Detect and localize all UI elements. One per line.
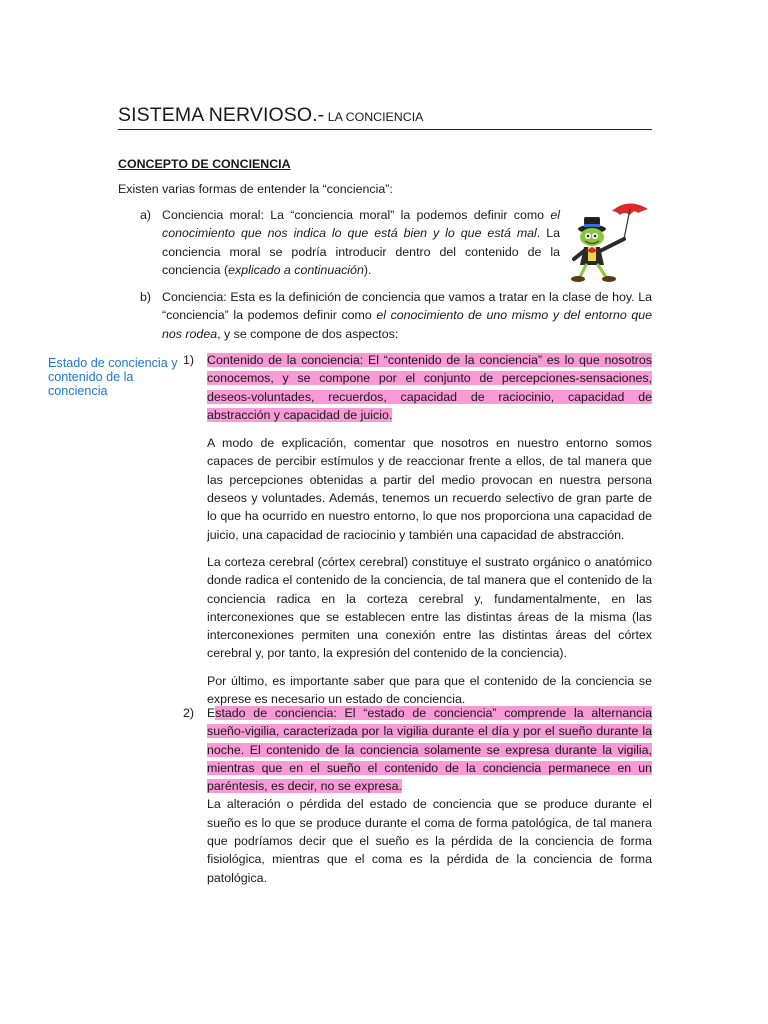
list-marker-b: b) <box>140 290 152 304</box>
text-run: Conciencia: Esta es la definición de conciencia que vamos a tratar en la clase de hoy. La “conciencia” la podemos definir como <box>162 290 652 323</box>
paragraph: La corteza cerebral (córtex cerebral) constituye el sustrato orgánico o anatómico donde radica el contenido de la conciencia, de tal manera que el contenido de la conciencia radica en la corteza cerebral y, fundamentalmente, en las interconexiones que se establecen entre las distintas áreas de la misma (las interconexiones permiten una conexión entre las distintas áreas del córtex cerebral y, por tanto, la expresión del contenido de la conciencia). <box>207 554 652 661</box>
list-marker-2: 2) <box>183 706 195 720</box>
cricket-character-image <box>568 199 654 285</box>
section-heading: CONCEPTO DE CONCIENCIA <box>118 157 291 171</box>
page-title <box>118 106 652 130</box>
list-marker-1: 1) <box>183 353 195 367</box>
intro-text: Existen varias formas de entender la “conciencia”: <box>118 182 393 196</box>
list-item-1 <box>207 351 652 717</box>
list-item-2 <box>207 704 652 896</box>
text-run: ). <box>363 262 372 277</box>
list-item-b <box>162 288 652 343</box>
text-run: , y se compone de dos aspectos: <box>217 326 399 341</box>
italic-run: explicado a continuación <box>228 262 364 277</box>
title-sub: LA CONCIENCIA <box>327 110 424 124</box>
text-run: E <box>207 706 216 720</box>
italic-run: el conocimiento que nos indica lo que está bien y lo que está mal <box>162 208 560 241</box>
margin-comment: Estado de conciencia y contenido de la conciencia <box>48 356 178 398</box>
highlighted-definition <box>207 704 652 795</box>
italic-run: el conocimiento de uno mismo y del entorno que nos rodea <box>162 308 652 341</box>
paragraph: A modo de explicación, comentar que nosotros en nuestro entorno somos capaces de percibir estímulos y de reaccionar frente a ellos, de tal manera que las percepciones obtenidas a partir del medio provocan en nuestra persona deseos y voluntades. Además, tenemos un recuerdo selectivo de gran parte de lo que ha ocurrido en nuestro entorno, lo que nos proporciona una capacidad de juicio, una capacidad de raciocinio y también una capacidad de abstracción. <box>207 436 652 542</box>
highlight-run: stado de conciencia: El “estado de conciencia” comprende la alternancia sueño-vigilia, caracterizada por la vigilia durante el día y por el sueño durante la noche. El contenido de la conciencia solamente se expresa durante la vigilia, mientras que en el sueño el contenido de la conciencia permanece en un paréntesis, es decir, no se expresa. <box>207 706 652 794</box>
list-item-a <box>162 206 560 279</box>
text-run: . La conciencia moral se podría introducir dentro del contenido de la conciencia ( <box>162 226 560 277</box>
list-marker-a: a) <box>140 208 152 222</box>
paragraph: Por último, es importante saber que para que el contenido de la conciencia se exprese es necesario un estado de conciencia. <box>207 673 652 707</box>
text-run: Conciencia moral: La “conciencia moral” la podemos definir como <box>162 208 551 222</box>
paragraph: La alteración o pérdida del estado de conciencia que se produce durante el sueño es lo que se produce durante el coma de forma patológica, de tal manera que podríamos decir que el sueño es la pérdida de la conciencia de forma fisiológica, mientras que el coma es la pérdida de la conciencia de forma patológica. <box>207 797 652 885</box>
highlighted-definition <box>207 351 652 424</box>
title-main: SISTEMA NERVIOSO.- <box>118 104 325 126</box>
highlight-run: Contenido de la conciencia: El “contenido de la conciencia” es lo que nosotros conocemos, y se compone por el conjunto de percepciones-sensaciones, deseos-voluntades, recuerdos, capacidad de raciocinio, capacidad de abstracción y capacidad de juicio. <box>207 353 652 422</box>
